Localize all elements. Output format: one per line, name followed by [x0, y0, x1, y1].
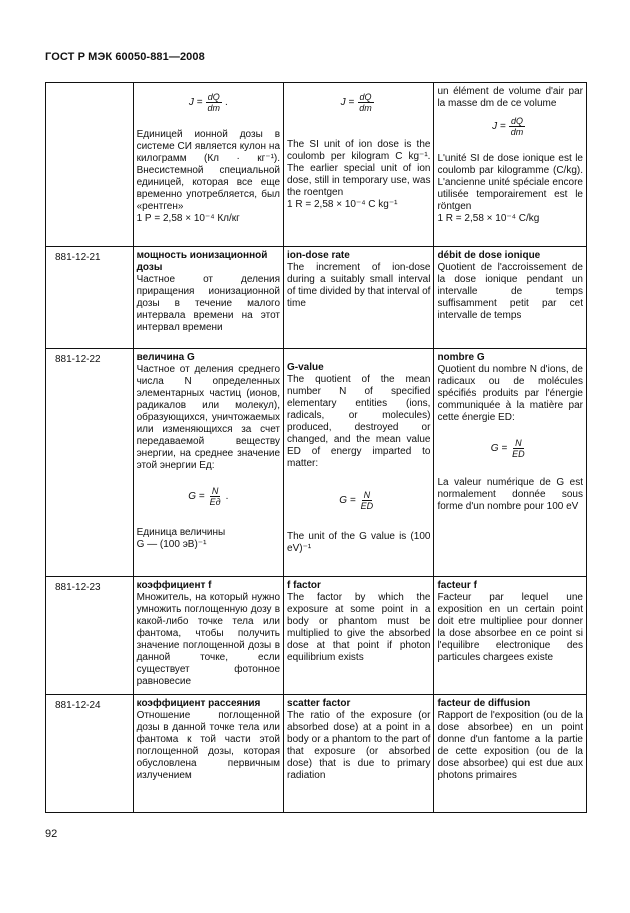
definition-text: un élément de volume d'air par la masse dm de ce volume [437, 86, 583, 109]
equation-text: 1 Р = 2,58 × 10⁻⁴ Кл/кг [136, 213, 240, 224]
formula: J = $\frac{dQ}{dm}$ [340, 92, 372, 113]
definition-text: Множитель, на который нужно умножить поглощенную дозу в какой-либо точке тела или фантома, чтобы получить значение поглощенной дозы в данной точке, если существует фотонное равновесие [136, 592, 281, 687]
table-row [46, 577, 587, 695]
unit-text: The unit of the G value is (100 eV)⁻¹ [287, 531, 431, 554]
term-title: f factor [287, 580, 321, 591]
formula: G = $\frac{N}{ED}$ [490, 438, 525, 459]
french-definition-cell [434, 349, 587, 577]
formula: G = $\frac{N}{ED}$ [339, 490, 374, 511]
definition-text: The SI unit of ion dose is the coulomb per kilogram C kg⁻¹. The earlier special unit of ion dose, still in temporary use, was the roentgen [287, 139, 431, 198]
definition-text: L'unité SI de dose ionique est le coulomb par kilogramme (C/kg). L'ancienne unité spéciale encore utilisée temporairement est le röntgen [437, 153, 583, 212]
russian-definition-cell [133, 577, 283, 695]
definition-text: The increment of ion-dose during a suitably small interval of time divided by that interval of time [287, 262, 431, 309]
formula: J = $\frac{dQ}{dm}$ [492, 116, 524, 137]
term-number: 881-12-21 [46, 247, 134, 349]
term-number: 881-12-24 [46, 695, 134, 813]
equation-text: 1 R = 2,58 × 10⁻⁴ C/kg [437, 213, 540, 224]
russian-definition-cell [133, 83, 283, 247]
term-number: 881-12-22 [46, 349, 134, 577]
definition-text: Частное от деления среднего числа N определенных элементарных частиц (ионов, радикалов или молекул), образующихся, уничтожаемых или изменяющихся за счет передаваемой веществу энергии, на среднее значение этой энергии Eд: [136, 364, 281, 471]
table-row [46, 349, 587, 577]
term-title: facteur f [437, 580, 477, 591]
document-header: ГОСТ Р МЭК 60050-881—2008 [45, 51, 205, 63]
french-definition-cell [434, 83, 587, 247]
definition-text: The ratio of the exposure (or absorbed dose) at a point in a body or a phantom to the part of that exposure (or absorbed dose) that is due to primary radiation [287, 710, 431, 781]
equation-text: 1 R = 2,58 × 10⁻⁴ C kg⁻¹ [287, 199, 398, 210]
term-title: nombre G [437, 352, 485, 363]
term-title: facteur de diffusion [437, 698, 531, 709]
english-definition-cell [284, 695, 434, 813]
definition-text: Quotient de l'accroissement de la dose ionique pendant un intervalle de temps suffisamment petit par cet intervalle de temps [437, 262, 583, 321]
definition-text: Частное от деления приращения ионизационной дозы в течение малого интервала времени на этот интервал времени [136, 274, 281, 333]
definition-text: The factor by which the exposure at some point in a body or phantom must be multiplied to give the absorbed dose at that point if photon equilibrium exists [287, 592, 431, 663]
table-row [46, 695, 587, 813]
french-definition-cell [434, 695, 587, 813]
term-title: scatter factor [287, 698, 351, 709]
english-definition-cell [284, 349, 434, 577]
unit-label: Единица величины [136, 527, 226, 538]
page-number: 92 [45, 828, 58, 840]
term-title: коэффициент f [136, 580, 212, 591]
terms-table [45, 82, 587, 813]
term-title: G-value [287, 362, 324, 373]
term-title: коэффициент рассеяния [136, 698, 261, 709]
definition-text: The quotient of the mean number N of specified elementary entities (ions, radicals, or molecules) produced, destroyed or changed, and the mean value ED of energy imparted to matter: [287, 374, 431, 469]
term-title: мощность ионизационной дозы [136, 250, 268, 273]
english-definition-cell [284, 247, 434, 349]
term-title: ion-dose rate [287, 250, 350, 261]
unit-text: G — (100 эВ)⁻¹ [136, 539, 207, 550]
french-definition-cell [434, 577, 587, 695]
russian-definition-cell [133, 695, 283, 813]
table-row [46, 83, 587, 247]
russian-definition-cell [133, 349, 283, 577]
definition-text: Facteur par lequel une exposition en un certain point doit etre multipliee pour donner la dose absorbee en ce point si l'equilibre electronique des particules chargees existe [437, 592, 583, 663]
term-number: 881-12-23 [46, 577, 134, 695]
term-number-cell [46, 83, 134, 247]
unit-text: La valeur numérique de G est normalement donnée sous forme d'un nombre pour 100 eV [437, 477, 583, 512]
english-definition-cell [284, 577, 434, 695]
definition-text: Rapport de l'exposition (ou de la dose absorbee) en un point donne d'un fantome a la partie de cette exposition (ou de la dose absorbee) qui est due aux photons primaires [437, 710, 583, 781]
term-title: величина G [136, 352, 195, 363]
table-row [46, 247, 587, 349]
definition-text: Quotient du nombre N d'ions, de radicaux ou de molécules spécifiés produits par l'énergie communiquée à la matière par cette énergie ED: [437, 364, 583, 423]
russian-definition-cell [133, 247, 283, 349]
formula: G = $\frac{N}{Eд}$ . [188, 486, 229, 507]
term-title: débit de dose ionique [437, 250, 541, 261]
formula: J = $\frac{dQ}{dm}$ . [188, 92, 228, 113]
definition-text: Единицей ионной дозы в системе СИ является кулон на килограмм (Кл · кг⁻¹). Внесистемной специальной единицей, которая все еще временно употребляется, был «рентген» [136, 129, 281, 212]
french-definition-cell [434, 247, 587, 349]
english-definition-cell [284, 83, 434, 247]
definition-text: Отношение поглощенной дозы в данной точке тела или фантома к той части этой поглощенной дозы, которая обусловлена первичным излучением [136, 710, 281, 781]
